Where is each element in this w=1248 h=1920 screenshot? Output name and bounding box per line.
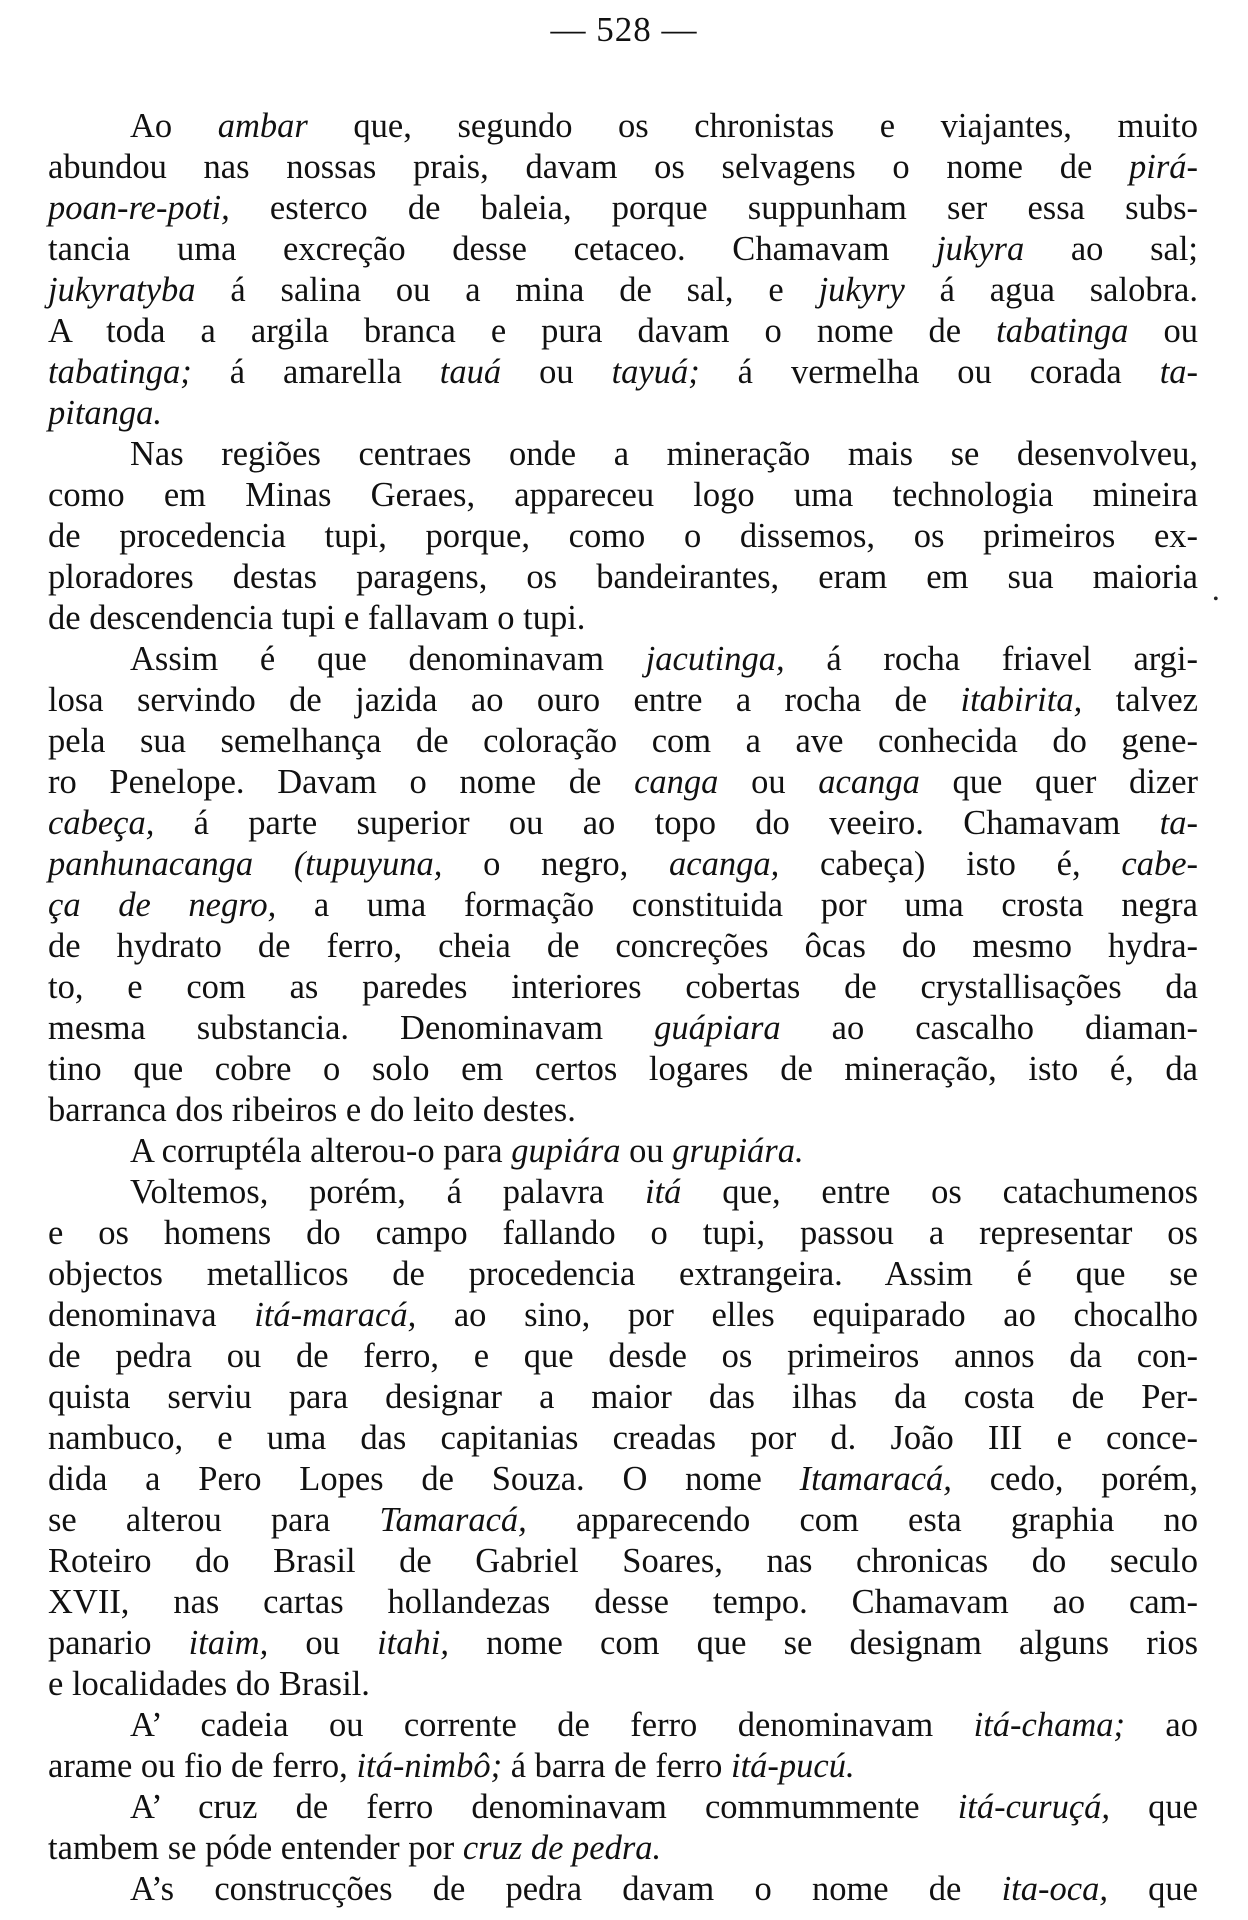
text-line: Voltemos, porém, á palavra itá que, entre os catachumenos — [130, 1173, 1198, 1211]
text-line: mesma substancia. Denominavam guápiara ao cascalho diaman- — [48, 1009, 1198, 1047]
text-line: panario itaim, ou itahi, nome com que se designam alguns rios — [48, 1624, 1198, 1662]
paragraph — [48, 1131, 1198, 1172]
text-line: jukyratyba á salina ou a mina de sal, e jukyry á agua salobra. — [48, 271, 1198, 309]
paragraph — [48, 106, 1198, 434]
text-line: tino que cobre o solo em certos logares de mineração, isto é, da — [48, 1050, 1198, 1088]
paragraph — [48, 1172, 1198, 1705]
text-line: barranca dos ribeiros e do leito destes. — [48, 1091, 576, 1129]
paragraph — [48, 1869, 1198, 1910]
text-line: panhunacanga (tupuyuna, o negro, acanga, cabeça) isto é, cabe- — [48, 845, 1198, 883]
text-line: de procedencia tupi, porque, como o dissemos, os primeiros ex- — [48, 517, 1198, 555]
text-line: ro Penelope. Davam o nome de canga ou acanga que quer dizer — [48, 763, 1198, 801]
text-line: ploradores destas paragens, os bandeirantes, eram em sua maioria — [48, 558, 1198, 596]
paragraph — [48, 639, 1198, 1131]
text-line: to, e com as paredes interiores cobertas de crystallisações da — [48, 968, 1198, 1006]
paragraph — [48, 1705, 1198, 1787]
text-line: A’ cadeia ou corrente de ferro denominavam itá-chama; ao — [130, 1706, 1198, 1744]
page-number: — 528 — — [550, 10, 698, 49]
page-body-text — [48, 106, 1198, 1910]
text-line: pitanga. — [48, 394, 163, 432]
text-line: A’ cruz de ferro denominavam commummente itá-curuçá, que — [130, 1788, 1198, 1826]
text-line: e localidades do Brasil. — [48, 1665, 370, 1703]
text-line: arame ou fio de ferro, itá-nimbô; á barra de ferro itá-pucú. — [48, 1747, 855, 1785]
text-line: A corruptéla alterou-o para gupiára ou grupiára. — [130, 1132, 804, 1170]
text-line: losa servindo de jazida ao ouro entre a rocha de itabirita, talvez — [48, 681, 1198, 719]
text-line: Assim é que denominavam jacutinga, á rocha friavel argi- — [130, 640, 1198, 678]
text-line: abundou nas nossas prais, davam os selvagens o nome de pirá- — [48, 148, 1198, 186]
text-line: A’s construcções de pedra davam o nome de ita-oca, que — [130, 1870, 1198, 1908]
text-line: cabeça, á parte superior ou ao topo do veeiro. Chamavam ta- — [48, 804, 1198, 842]
text-line: denominava itá-maracá, ao sino, por elles equiparado ao chocalho — [48, 1296, 1199, 1334]
text-line: Nas regiões centraes onde a mineração mais se desenvolveu, — [130, 435, 1198, 473]
paragraph — [48, 434, 1198, 639]
text-line: quista serviu para designar a maior das ilhas da costa de Per- — [48, 1378, 1198, 1416]
text-line: tabatinga; á amarella tauá ou tayuá; á vermelha ou corada ta- — [48, 353, 1199, 391]
text-line: se alterou para Tamaracá, apparecendo com esta graphia no — [48, 1501, 1198, 1539]
text-line: pela sua semelhança de coloração com a ave conhecida do gene- — [48, 722, 1198, 760]
text-line: Roteiro do Brasil de Gabriel Soares, nas chronicas do seculo — [48, 1542, 1198, 1580]
text-line: de hydrato de ferro, cheia de concreções ôcas do mesmo hydra- — [48, 927, 1198, 965]
text-line: poan-re-poti, esterco de baleia, porque suppunham ser essa subs- — [48, 189, 1198, 227]
text-line: e os homens do campo fallando o tupi, passou a representar os — [48, 1214, 1198, 1252]
text-line: tancia uma excreção desse cetaceo. Chamavam jukyra ao sal; — [48, 230, 1198, 268]
text-line: objectos metallicos de procedencia extrangeira. Assim é que se — [48, 1255, 1198, 1293]
text-line: XVII, nas cartas hollandezas desse tempo. Chamavam ao cam- — [48, 1583, 1198, 1621]
paragraph — [48, 1787, 1198, 1869]
text-line: de descendencia tupi e fallavam o tupi. — [48, 599, 586, 637]
text-line: ça de negro, a uma formação constituida por uma crosta negra — [48, 886, 1198, 924]
text-line: tambem se póde entender por cruz de pedra. — [48, 1829, 662, 1867]
text-line: Ao ambar que, segundo os chronistas e viajantes, muito — [130, 107, 1198, 145]
text-line: dida a Pero Lopes de Souza. O nome Itamaracá, cedo, porém, — [48, 1460, 1199, 1498]
text-line: de pedra ou de ferro, e que desde os primeiros annos da con- — [48, 1337, 1198, 1375]
text-line: A toda a argila branca e pura davam o nome de tabatinga ou — [48, 312, 1198, 350]
margin-mark: • — [1213, 591, 1219, 608]
text-line: nambuco, e uma das capitanias creadas por d. João III e conce- — [48, 1419, 1198, 1457]
text-line: como em Minas Geraes, appareceu logo uma technologia mineira — [48, 476, 1198, 514]
